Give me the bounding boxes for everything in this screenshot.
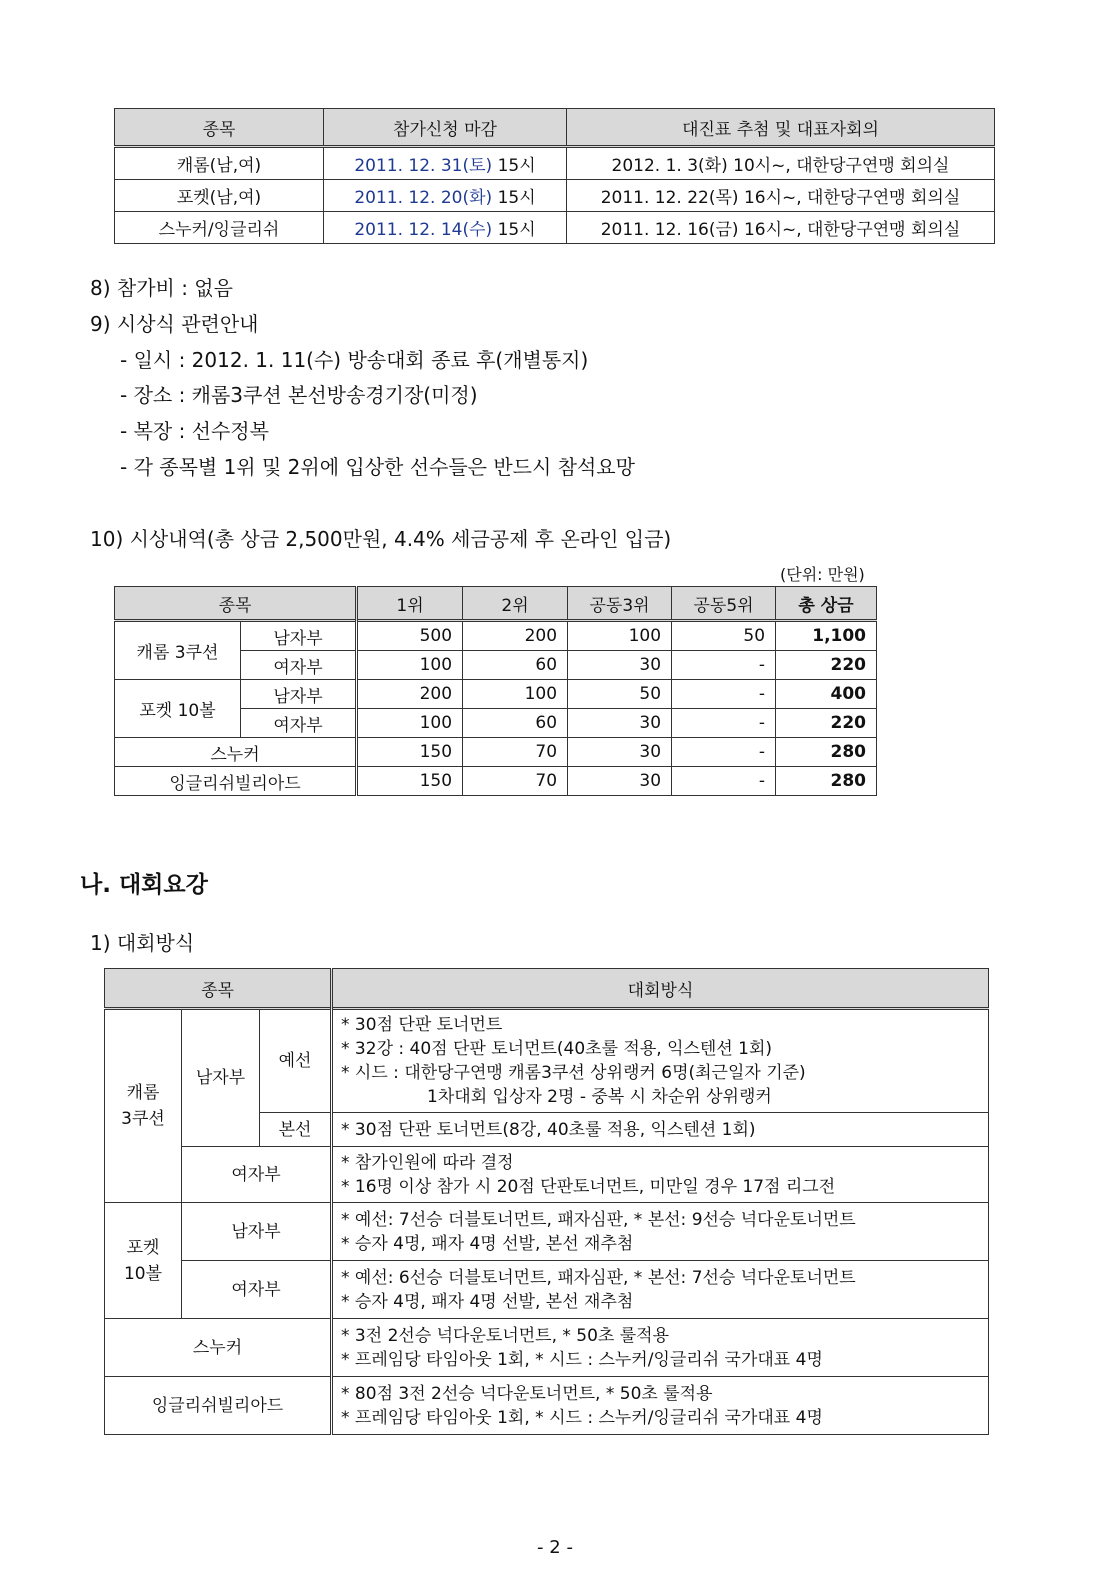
format-row	[105, 1009, 989, 1113]
schedule-draw: 2011. 12. 16(금) 16시~, 대한당구연맹 회의실	[567, 212, 995, 244]
prize-fifth: -	[672, 651, 776, 680]
ceremony-item: - 복장 : 선수정복	[120, 419, 269, 443]
prize-third: 100	[568, 621, 672, 651]
format-division-women: 여자부	[182, 1147, 332, 1203]
deadline-date: 2011. 12. 14(수)	[354, 220, 493, 240]
deadline-time: 15시	[492, 220, 536, 240]
prize-third: 50	[568, 680, 672, 709]
prize-second: 60	[463, 651, 568, 680]
format-line: * 승자 4명, 패자 4명 선발, 본선 재추첨	[341, 1291, 634, 1312]
prize-third: 30	[568, 738, 672, 767]
schedule-row	[115, 212, 995, 244]
prize-second: 100	[463, 680, 568, 709]
format-division-men: 남자부	[182, 1203, 332, 1261]
prize-header-fifth: 공동5위	[672, 587, 776, 621]
prize-third: 30	[568, 767, 672, 796]
prize-second: 200	[463, 621, 568, 651]
format-line: 1차대회 입상자 2명 - 중복 시 차순위 상위랭커	[427, 1087, 772, 1107]
ceremony-title: 9) 시상식 관련안내	[90, 312, 259, 336]
format-line: * 참가인원에 따라 결정	[341, 1152, 514, 1173]
format-line: * 예선: 7선승 더블토너먼트, 패자심판, * 본선: 9선승 넉다운토너먼트	[341, 1209, 856, 1230]
prize-group-pocket: 포켓 10볼	[115, 680, 241, 738]
schedule-event: 포켓(남,여)	[115, 180, 324, 212]
prize-fifth: -	[672, 680, 776, 709]
prize-header-total: 총 상금	[776, 587, 877, 621]
schedule-row	[115, 180, 995, 212]
format-desc	[332, 1319, 989, 1377]
format-stage-prelim: 예선	[260, 1009, 332, 1113]
deadline-date: 2011. 12. 20(화)	[354, 188, 493, 208]
format-line: * 30점 단판 토너먼트	[341, 1015, 503, 1035]
page-number: - 2 -	[537, 1537, 573, 1558]
prize-header-first: 1위	[357, 587, 463, 621]
schedule-header-deadline: 참가신청 마감	[324, 109, 567, 147]
prize-row	[115, 680, 877, 709]
format-group-carom: 캐롬 3쿠션	[105, 1009, 182, 1203]
format-desc	[332, 1377, 989, 1435]
prize-row	[115, 767, 877, 796]
prize-third: 30	[568, 709, 672, 738]
prize-first: 200	[357, 680, 463, 709]
format-event-english: 잉글리쉬빌리아드	[105, 1377, 332, 1435]
format-line: * 80점 3전 2선승 넉다운토너먼트, * 50초 룰적용	[341, 1383, 713, 1404]
prize-table	[114, 586, 877, 796]
prize-unit: (단위: 만원)	[780, 565, 865, 584]
prize-division: 스누커	[115, 738, 357, 767]
format-header-row	[105, 969, 989, 1009]
format-stage-final: 본선	[260, 1113, 332, 1147]
format-division-women: 여자부	[182, 1261, 332, 1319]
format-header-event: 종목	[105, 969, 332, 1009]
deadline-date: 2011. 12. 31(토)	[354, 156, 493, 176]
format-line: * 예선: 6선승 더블토너먼트, 패자심판, * 본선: 7선승 넉다운토너먼트	[341, 1267, 856, 1288]
format-row	[105, 1261, 989, 1319]
format-desc	[332, 1113, 989, 1147]
prize-row	[115, 621, 877, 651]
schedule-draw: 2012. 1. 3(화) 10시~, 대한당구연맹 회의실	[567, 147, 995, 180]
prize-group-carom: 캐롬 3쿠션	[115, 621, 241, 680]
ceremony-item: - 각 종목별 1위 및 2위에 입상한 선수들은 반드시 참석요망	[120, 455, 635, 479]
format-row	[105, 1203, 989, 1261]
prize-division: 잉글리쉬빌리아드	[115, 767, 357, 796]
schedule-deadline	[324, 180, 567, 212]
prize-total: 220	[776, 709, 877, 738]
schedule-table	[114, 108, 995, 244]
format-line: * 16명 이상 참가 시 20점 단판토너먼트, 미만일 경우 17점 리그전	[341, 1176, 836, 1197]
prize-title: 10) 시상내역(총 상금 2,500만원, 4.4% 세금공제 후 온라인 입금)	[90, 527, 672, 551]
format-line: * 프레임당 타임아웃 1회, * 시드 : 스누커/잉글리쉬 국가대표 4명	[341, 1407, 823, 1428]
prize-first: 500	[357, 621, 463, 651]
prize-division: 남자부	[241, 680, 357, 709]
prize-division: 여자부	[241, 651, 357, 680]
prize-header-third: 공동3위	[568, 587, 672, 621]
schedule-deadline	[324, 147, 567, 180]
format-desc	[332, 1203, 989, 1261]
prize-first: 150	[357, 767, 463, 796]
prize-header-row	[115, 587, 877, 621]
schedule-row	[115, 147, 995, 180]
prize-division: 여자부	[241, 709, 357, 738]
format-row	[105, 1377, 989, 1435]
schedule-event: 캐롬(남,여)	[115, 147, 324, 180]
schedule-header-event: 종목	[115, 109, 324, 147]
format-event-snooker: 스누커	[105, 1319, 332, 1377]
format-row	[105, 1319, 989, 1377]
format-line: * 32강 : 40점 단판 토너먼트(40초룰 적용, 익스텐션 1회)	[341, 1039, 773, 1059]
prize-second: 60	[463, 709, 568, 738]
format-group-pocket: 포켓 10볼	[105, 1203, 182, 1319]
prize-total: 280	[776, 767, 877, 796]
prize-fifth: 50	[672, 621, 776, 651]
format-table	[104, 968, 989, 1435]
format-line: * 승자 4명, 패자 4명 선발, 본선 재추첨	[341, 1233, 634, 1254]
format-desc	[332, 1009, 989, 1113]
prize-header-event: 종목	[115, 587, 357, 621]
format-division-men: 남자부	[182, 1009, 260, 1147]
ceremony-item: - 일시 : 2012. 1. 11(수) 방송대회 종료 후(개별통지)	[120, 348, 589, 372]
prize-total: 1,100	[776, 621, 877, 651]
deadline-time: 15시	[492, 156, 536, 176]
prize-fifth: -	[672, 709, 776, 738]
prize-total: 220	[776, 651, 877, 680]
prize-third: 30	[568, 651, 672, 680]
prize-first: 100	[357, 651, 463, 680]
prize-second: 70	[463, 738, 568, 767]
prize-total: 280	[776, 738, 877, 767]
format-row	[105, 1147, 989, 1203]
ceremony-item: - 장소 : 캐롬3쿠션 본선방송경기장(미정)	[120, 383, 478, 407]
deadline-time: 15시	[492, 188, 536, 208]
prize-second: 70	[463, 767, 568, 796]
schedule-event: 스누커/잉글리쉬	[115, 212, 324, 244]
entry-fee-line: 8) 참가비 : 없음	[90, 276, 233, 300]
prize-division: 남자부	[241, 621, 357, 651]
schedule-header-draw: 대진표 추첨 및 대표자회의	[567, 109, 995, 147]
schedule-header-row	[115, 109, 995, 147]
schedule-draw: 2011. 12. 22(목) 16시~, 대한당구연맹 회의실	[567, 180, 995, 212]
format-header-method: 대회방식	[332, 969, 989, 1009]
section-title: 나. 대회요강	[80, 872, 208, 898]
prize-row	[115, 738, 877, 767]
schedule-deadline	[324, 212, 567, 244]
format-line: * 시드 : 대한당구연맹 캐롬3쿠션 상위랭커 6명(최근일자 기준)	[341, 1063, 806, 1083]
format-line: * 3전 2선승 넉다운토너먼트, * 50초 룰적용	[341, 1325, 670, 1346]
format-desc	[332, 1261, 989, 1319]
prize-total: 400	[776, 680, 877, 709]
prize-fifth: -	[672, 767, 776, 796]
prize-first: 150	[357, 738, 463, 767]
format-line: * 30점 단판 토너먼트(8강, 40초룰 적용, 익스텐션 1회)	[341, 1119, 756, 1140]
format-line: * 프레임당 타임아웃 1회, * 시드 : 스누커/잉글리쉬 국가대표 4명	[341, 1349, 823, 1370]
prize-first: 100	[357, 709, 463, 738]
prize-header-second: 2위	[463, 587, 568, 621]
format-title: 1) 대회방식	[90, 931, 195, 955]
prize-fifth: -	[672, 738, 776, 767]
format-desc	[332, 1147, 989, 1203]
